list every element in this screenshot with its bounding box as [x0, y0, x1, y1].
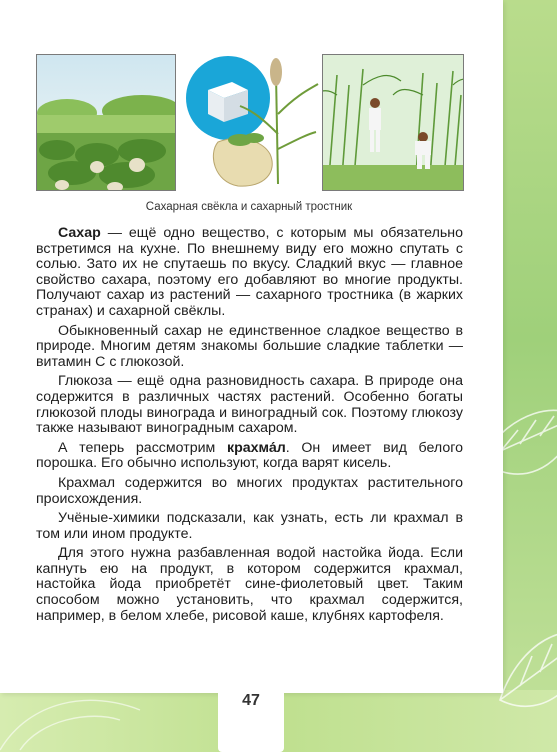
paragraph-glucose: Глюкоза — ещё одна разновидность сахара. В природе она содержится в различных частях растений. Особенно богаты глюкозой плоды винограда и виноградный сок. Поэтому глюкозу также называют виноградным сахаром.: [36, 373, 463, 437]
paragraph-sweet-substances: Обыкновенный сахар не единственное сладкое вещество в природе. Многим детям знакомы большие сладкие таблетки — витамин С с глюкозой.: [36, 322, 463, 370]
sugar-cube-icon: [208, 82, 248, 122]
text-column: [36, 226, 463, 628]
paragraph-starch: А теперь рассмотрим крахма́л. Он имеет вид белого порошка. Его обычно используют, когда варят кисель.: [36, 439, 463, 472]
sugar-cane-harvest-image: [322, 54, 464, 191]
figure-caption: Сахарная свёкла и сахарный тростник: [145, 201, 353, 213]
leaf-decoration-bottom-icon: [0, 690, 220, 752]
paragraph-chemists: Учёные-химики подсказали, как узнать, есть ли крахмал в том или ином продукте.: [36, 510, 463, 542]
sugar-beet-field-image: [36, 54, 176, 191]
paragraph-sugar: Сахар — ещё одно вещество, с которым мы обязательно встретимся на кухне. По внешнему виду его можно спутать с солью. Зато их не спутаешь по вкусу. Сладкий вкус — главное свойство сахара, поэтому его добавляют во многие продукты. Получают сахар из растений — сахарного тростника (в жарких странах) и сахарной свёклы.: [36, 225, 463, 319]
paragraph-starch-sources: Крахмал содержится во многих продуктах растительного происхождения.: [36, 474, 463, 507]
paragraph-iodine-test: Для этого нужна разбавленная водой настойка йода. Если капнуть ею на продукт, в котором содержится крахмал, настойка йода приобретёт сине-фиолетовый цвет. Таким способом можно установить, что крахмал содержится, например, в белом хлебе, рисовой каше, клубнях картофеля.: [36, 545, 463, 624]
sugar-cube-beet-cane-image: [178, 54, 320, 190]
term-sugar: Сахар: [58, 225, 101, 241]
term-starch: крахма́л: [226, 439, 286, 456]
page-number: 47: [242, 692, 260, 709]
